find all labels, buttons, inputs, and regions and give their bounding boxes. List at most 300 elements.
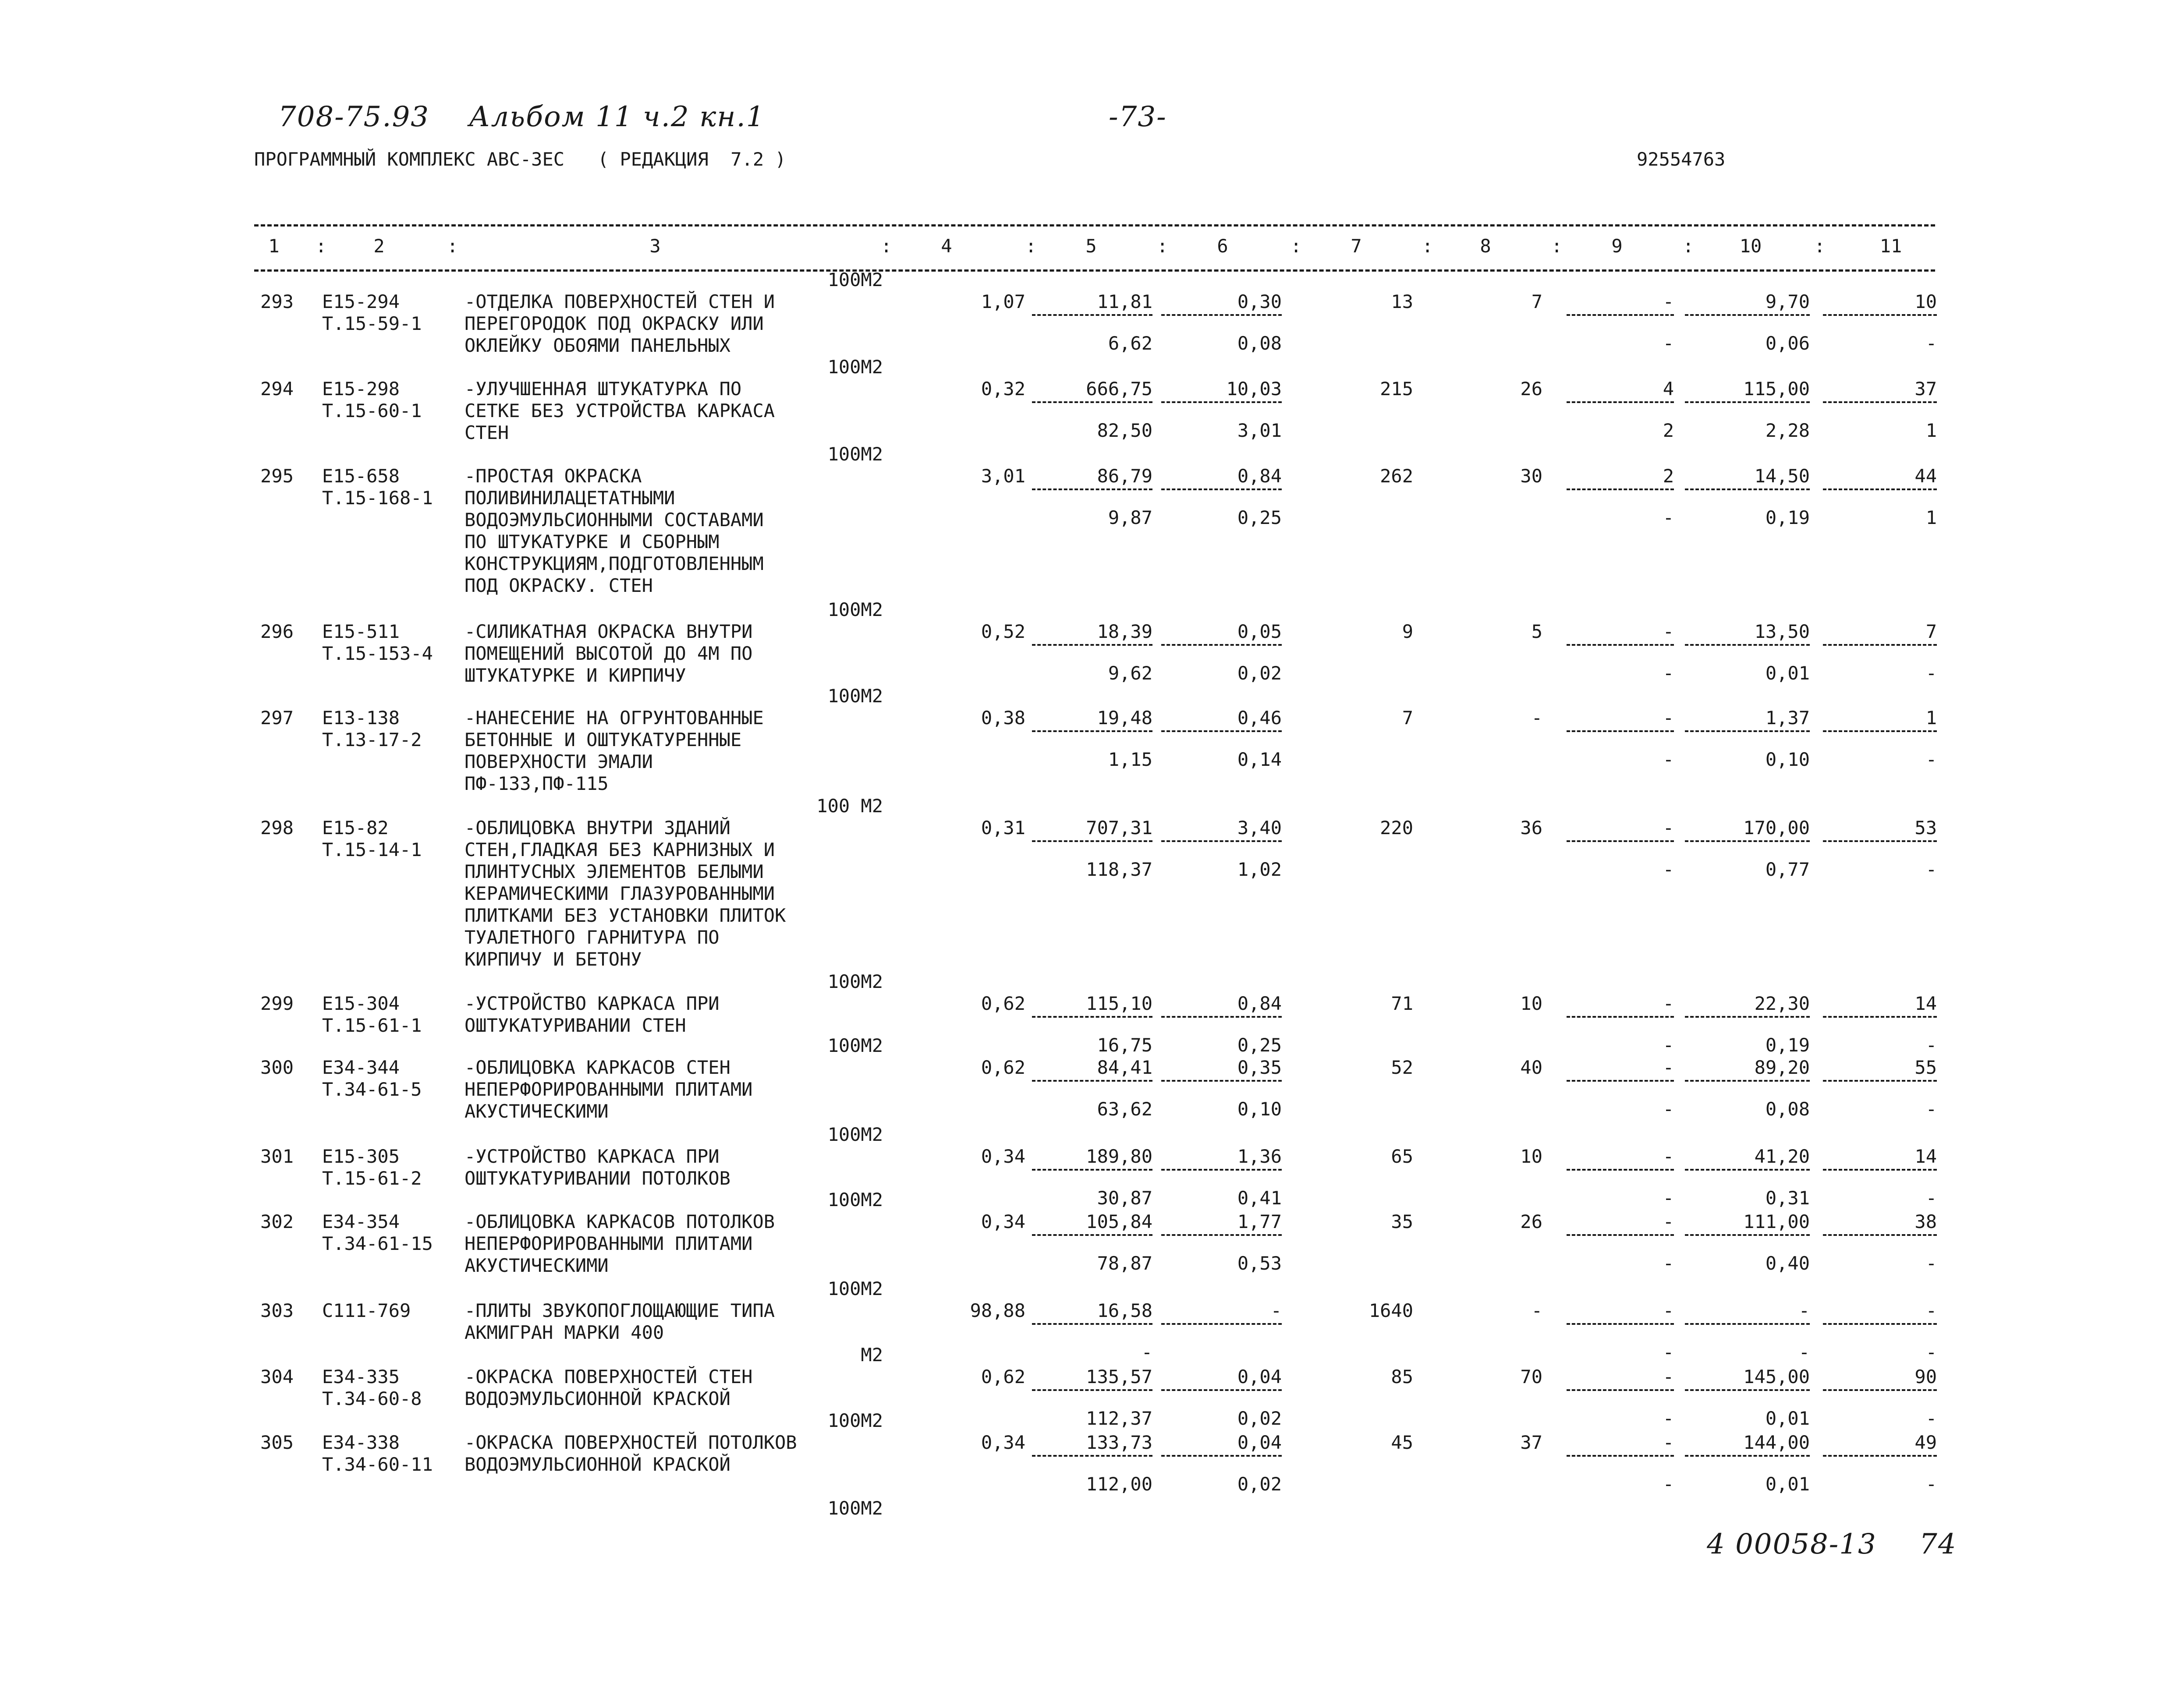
subtotal-divider <box>1685 730 1810 732</box>
cell-c11: 37 <box>1915 378 1937 400</box>
column-separator: : <box>1291 235 1302 257</box>
work-description-line: ВОДОЭМУЛЬСИОННОЙ КРАСКОЙ <box>464 1388 730 1409</box>
subtotal-divider <box>1161 730 1282 732</box>
subtotal-divider <box>1161 1169 1282 1171</box>
cell-c6b: 0,10 <box>1237 1098 1282 1120</box>
cell-c11b: - <box>1925 1098 1937 1120</box>
subtotal-divider <box>1823 488 1937 490</box>
work-description-line: ПОД ОКРАСКУ. СТЕН <box>464 575 653 596</box>
work-description-line: -УЛУЧШЕННАЯ ШТУКАТУРКА ПО <box>464 378 742 400</box>
cell-c6: - <box>1270 1300 1282 1321</box>
column-header-2: 2 <box>373 235 385 257</box>
cell-c5b: 6,62 <box>1108 333 1152 354</box>
cell-c11b: - <box>1925 1187 1937 1209</box>
work-description-line: -ОТДЕЛКА ПОВЕРХНОСТЕЙ СТЕН И <box>464 291 775 312</box>
cell-c9b: - <box>1663 1187 1674 1209</box>
code-primary: Е15-658 <box>322 465 400 487</box>
cell-c5: 105,84 <box>1086 1211 1152 1232</box>
cell-c6: 0,04 <box>1237 1432 1282 1453</box>
cell-c7: 1640 <box>1369 1300 1413 1321</box>
work-description-line: -ОБЛИЦОВКА ВНУТРИ ЗДАНИЙ <box>464 817 730 839</box>
cell-c6: 0,46 <box>1237 707 1282 729</box>
code-secondary: Т.13-17-2 <box>322 729 422 750</box>
column-header-5: 5 <box>1085 235 1097 257</box>
cell-c9: - <box>1663 291 1674 312</box>
code-secondary: Т.34-60-8 <box>322 1388 422 1409</box>
cell-c11: 7 <box>1925 621 1937 642</box>
cell-c5b: 30,87 <box>1097 1187 1152 1209</box>
cell-c9: 2 <box>1663 465 1674 487</box>
work-description-line: ПФ-133,ПФ-115 <box>464 773 609 794</box>
cell-c5b: 82,50 <box>1097 420 1152 441</box>
cell-c8: 36 <box>1520 817 1542 839</box>
cell-c6b: 0,02 <box>1237 662 1282 684</box>
work-description-line: АКМИГРАН МАРКИ 400 <box>464 1322 664 1343</box>
cell-c10: 170,00 <box>1743 817 1810 839</box>
cell-c9b: 2 <box>1663 420 1674 441</box>
unit-label: 100М2 <box>827 1497 883 1519</box>
unit-label: 100М2 <box>827 269 883 290</box>
subtotal-divider <box>1685 1323 1810 1325</box>
cell-c7: 65 <box>1391 1146 1413 1167</box>
cell-c9: - <box>1663 707 1674 729</box>
unit-label: 100М2 <box>827 971 883 992</box>
cell-c5: 16,58 <box>1097 1300 1152 1321</box>
code-primary: Е15-511 <box>322 621 400 642</box>
cell-c5: 84,41 <box>1097 1057 1152 1078</box>
subtotal-divider <box>1567 1323 1674 1325</box>
cell-c9: - <box>1663 1211 1674 1232</box>
cell-c9: 4 <box>1663 378 1674 400</box>
column-header-10: 10 <box>1739 235 1762 257</box>
cell-c5b: 9,87 <box>1108 507 1152 528</box>
work-description-line: КОНСТРУКЦИЯМ,ПОДГОТОВЛЕННЫМ <box>464 553 764 574</box>
subtotal-divider <box>1032 840 1152 842</box>
cell-c8: 10 <box>1520 1146 1542 1167</box>
work-description-line: ШТУКАТУРКЕ И КИРПИЧУ <box>464 665 686 686</box>
column-header-9: 9 <box>1611 235 1623 257</box>
cell-c6: 10,03 <box>1226 378 1282 400</box>
column-separator: : <box>1422 235 1433 257</box>
row-number: 301 <box>260 1146 294 1167</box>
code-primary: Е15-82 <box>322 817 389 839</box>
subtotal-divider <box>1161 1016 1282 1018</box>
subtotal-divider <box>1567 840 1674 842</box>
cell-c9b: - <box>1663 1098 1674 1120</box>
unit-label: 100М2 <box>827 443 883 465</box>
subtotal-divider <box>1685 1389 1810 1391</box>
cell-c4: 0,32 <box>981 378 1025 400</box>
subtotal-divider <box>1685 488 1810 490</box>
handwritten-document-ref: 708-75.93 <box>278 101 429 133</box>
subtotal-divider <box>1567 401 1674 403</box>
cell-c11b: 1 <box>1925 420 1937 441</box>
subtotal-divider <box>1567 644 1674 646</box>
work-description-line: НЕПЕРФОРИРОВАННЫМИ ПЛИТАМИ <box>464 1233 753 1254</box>
subtotal-divider <box>1823 1455 1937 1457</box>
cell-c9b: - <box>1663 1473 1674 1495</box>
cell-c11b: - <box>1925 749 1937 770</box>
cell-c10: 144,00 <box>1743 1432 1810 1453</box>
code-primary: Е34-335 <box>322 1366 400 1387</box>
code-secondary: Т.34-61-5 <box>322 1079 422 1100</box>
subtotal-divider <box>1685 401 1810 403</box>
cell-c6b: 0,25 <box>1237 1034 1282 1056</box>
code-primary: Е15-298 <box>322 378 400 400</box>
cell-c5: 86,79 <box>1097 465 1152 487</box>
cell-c7: 7 <box>1402 707 1413 729</box>
cell-c10b: 0,01 <box>1765 662 1810 684</box>
cell-c10: 41,20 <box>1754 1146 1810 1167</box>
work-description-line: ПЕРЕГОРОДОК ПОД ОКРАСКУ ИЛИ <box>464 313 764 334</box>
code-secondary: Т.15-61-2 <box>322 1168 422 1189</box>
column-separator: : <box>1551 235 1563 257</box>
cell-c7: 220 <box>1380 817 1413 839</box>
column-separator: : <box>1025 235 1037 257</box>
cell-c8: 30 <box>1520 465 1542 487</box>
work-description-line: -ПРОСТАЯ ОКРАСКА <box>464 465 642 487</box>
work-description-line: -УСТРОЙСТВО КАРКАСА ПРИ <box>464 993 720 1014</box>
cell-c7: 71 <box>1391 993 1413 1014</box>
work-description-line: ТУАЛЕТНОГО ГАРНИТУРА ПО <box>464 927 720 948</box>
cell-c5b: 112,37 <box>1086 1408 1152 1429</box>
cell-c5b: 118,37 <box>1086 859 1152 880</box>
unit-label: 100М2 <box>827 599 883 620</box>
cell-c11: 49 <box>1915 1432 1937 1453</box>
cell-c4: 0,38 <box>981 707 1025 729</box>
code-primary: Е13-138 <box>322 707 400 729</box>
column-header-1: 1 <box>268 235 280 257</box>
cell-c9b: - <box>1663 749 1674 770</box>
subtotal-divider <box>1032 314 1152 316</box>
cell-c10b: 0,19 <box>1765 507 1810 528</box>
cell-c9b: - <box>1663 1341 1674 1363</box>
cell-c10: 9,70 <box>1765 291 1810 312</box>
code-secondary: Т.15-59-1 <box>322 313 422 334</box>
row-number: 304 <box>260 1366 294 1387</box>
cell-c5: 18,39 <box>1097 621 1152 642</box>
cell-c9b: - <box>1663 507 1674 528</box>
work-description-line: ВОДОЭМУЛЬСИОННЫМИ СОСТАВАМИ <box>464 509 764 531</box>
cell-c9: - <box>1663 621 1674 642</box>
cell-c6b: 0,14 <box>1237 749 1282 770</box>
cell-c6: 3,40 <box>1237 817 1282 839</box>
work-description-line: СТЕН,ГЛАДКАЯ БЕЗ КАРНИЗНЫХ И <box>464 839 775 860</box>
subtotal-divider <box>1823 1323 1937 1325</box>
cell-c5b: - <box>1141 1341 1152 1363</box>
cell-c8: 37 <box>1520 1432 1542 1453</box>
column-separator: : <box>316 235 327 257</box>
cell-c11b: - <box>1925 1341 1937 1363</box>
cell-c11b: - <box>1925 662 1937 684</box>
cell-c5: 707,31 <box>1086 817 1152 839</box>
cell-c8: 10 <box>1520 993 1542 1014</box>
cell-c10: 22,30 <box>1754 993 1810 1014</box>
subtotal-divider <box>1032 1016 1152 1018</box>
cell-c5b: 63,62 <box>1097 1098 1152 1120</box>
cell-c4: 3,01 <box>981 465 1025 487</box>
subtotal-divider <box>1567 314 1674 316</box>
subtotal-divider <box>1823 1234 1937 1236</box>
cell-c5: 19,48 <box>1097 707 1152 729</box>
cell-c11b: - <box>1925 1473 1937 1495</box>
code-secondary: Т.15-60-1 <box>322 400 422 421</box>
cell-c8: 26 <box>1520 378 1542 400</box>
work-description-line: СТЕН <box>464 422 509 443</box>
cell-c6: 1,77 <box>1237 1211 1282 1232</box>
code-secondary: Т.15-168-1 <box>322 487 433 509</box>
unit-label: 100М2 <box>827 1189 883 1210</box>
work-description-line: ВОДОЭМУЛЬСИОННОЙ КРАСКОЙ <box>464 1454 730 1475</box>
cell-c4: 0,31 <box>981 817 1025 839</box>
work-description-line: БЕТОННЫЕ И ОШТУКАТУРЕННЫЕ <box>464 729 742 750</box>
cell-c7: 35 <box>1391 1211 1413 1232</box>
cell-c5: 133,73 <box>1086 1432 1152 1453</box>
cell-c10: 111,00 <box>1743 1211 1810 1232</box>
work-description-line: НЕПЕРФОРИРОВАННЫМИ ПЛИТАМИ <box>464 1079 753 1100</box>
cell-c6b: 0,41 <box>1237 1187 1282 1209</box>
cell-c5b: 112,00 <box>1086 1473 1152 1495</box>
row-number: 297 <box>260 707 294 729</box>
work-description-line: КИРПИЧУ И БЕТОНУ <box>464 948 642 970</box>
subtotal-divider <box>1567 1169 1674 1171</box>
cell-c9b: - <box>1663 1034 1674 1056</box>
cell-c10b: 0,77 <box>1765 859 1810 880</box>
cell-c10: 13,50 <box>1754 621 1810 642</box>
cell-c9b: - <box>1663 333 1674 354</box>
cell-c11: 90 <box>1915 1366 1937 1387</box>
cell-c6: 0,30 <box>1237 291 1282 312</box>
work-description-line: ПОМЕЩЕНИЙ ВЫСОТОЙ ДО 4М ПО <box>464 643 753 664</box>
cell-c6b: 3,01 <box>1237 420 1282 441</box>
row-number: 296 <box>260 621 294 642</box>
code-primary: Е34-344 <box>322 1057 400 1078</box>
cell-c8: - <box>1531 707 1542 729</box>
subtotal-divider <box>1685 1080 1810 1082</box>
code-primary: Е34-354 <box>322 1211 400 1232</box>
subtotal-divider <box>1685 840 1810 842</box>
work-description-line: ОКЛЕЙКУ ОБОЯМИ ПАНЕЛЬНЫХ <box>464 335 730 356</box>
subtotal-divider <box>1823 730 1937 732</box>
cell-c7: 13 <box>1391 291 1413 312</box>
code-secondary: Т.15-14-1 <box>322 839 422 860</box>
cell-c4: 98,88 <box>970 1300 1025 1321</box>
cell-c11b: - <box>1925 333 1937 354</box>
subtotal-divider <box>1685 1455 1810 1457</box>
column-header-7: 7 <box>1351 235 1362 257</box>
cell-c5: 115,10 <box>1086 993 1152 1014</box>
handwritten-footer-page: 74 <box>1919 1528 1957 1561</box>
cell-c5b: 78,87 <box>1097 1253 1152 1274</box>
cell-c5: 135,57 <box>1086 1366 1152 1387</box>
cell-c9: - <box>1663 1146 1674 1167</box>
cell-c10: 89,20 <box>1754 1057 1810 1078</box>
work-description-line: -ОКРАСКА ПОВЕРХНОСТЕЙ ПОТОЛКОВ <box>464 1432 797 1453</box>
code-secondary: Т.34-60-11 <box>322 1454 433 1475</box>
unit-label: 100М2 <box>827 1278 883 1299</box>
subtotal-divider <box>1685 1169 1810 1171</box>
cell-c5: 189,80 <box>1086 1146 1152 1167</box>
work-description-line: -ПЛИТЫ ЗВУКОПОГЛОЩАЮЩИЕ ТИПА <box>464 1300 775 1321</box>
cell-c4: 1,07 <box>981 291 1025 312</box>
subtotal-divider <box>1032 1389 1152 1391</box>
subtotal-divider <box>1032 730 1152 732</box>
work-description-line: -ОБЛИЦОВКА КАРКАСОВ СТЕН <box>464 1057 730 1078</box>
subtotal-divider <box>1823 840 1937 842</box>
subtotal-divider <box>1032 401 1152 403</box>
cell-c4: 0,52 <box>981 621 1025 642</box>
subtotal-divider <box>1161 1389 1282 1391</box>
unit-label: 100М2 <box>827 1124 883 1145</box>
cell-c6: 0,05 <box>1237 621 1282 642</box>
work-description-line: -СИЛИКАТНАЯ ОКРАСКА ВНУТРИ <box>464 621 753 642</box>
cell-c6b: 0,02 <box>1237 1408 1282 1429</box>
cell-c11b: - <box>1925 859 1937 880</box>
cell-c10b: 0,31 <box>1765 1187 1810 1209</box>
subtotal-divider <box>1161 488 1282 490</box>
code-primary: Е15-294 <box>322 291 400 312</box>
cell-c4: 0,62 <box>981 993 1025 1014</box>
cell-c7: 215 <box>1380 378 1413 400</box>
work-description-line: -УСТРОЙСТВО КАРКАСА ПРИ <box>464 1146 720 1167</box>
unit-label: 100М2 <box>827 356 883 378</box>
subtotal-divider <box>1823 314 1937 316</box>
subtotal-divider <box>1032 1455 1152 1457</box>
cell-c10: 145,00 <box>1743 1366 1810 1387</box>
subtotal-divider <box>1823 1016 1937 1018</box>
column-separator: : <box>881 235 892 257</box>
cell-c11b: 1 <box>1925 507 1937 528</box>
row-number: 293 <box>260 291 294 312</box>
row-number: 303 <box>260 1300 294 1321</box>
subtotal-divider <box>1685 314 1810 316</box>
cell-c6: 1,36 <box>1237 1146 1282 1167</box>
cell-c11: 10 <box>1915 291 1937 312</box>
cell-c9b: - <box>1663 1408 1674 1429</box>
row-number: 294 <box>260 378 294 400</box>
subtotal-divider <box>1032 1323 1152 1325</box>
subtotal-divider <box>1567 488 1674 490</box>
cell-c10: 1,37 <box>1765 707 1810 729</box>
subtotal-divider <box>1032 1234 1152 1236</box>
column-separator: : <box>1157 235 1168 257</box>
cell-c8: 5 <box>1531 621 1542 642</box>
cell-c7: 9 <box>1402 621 1413 642</box>
cell-c6b: 0,53 <box>1237 1253 1282 1274</box>
program-title: ПРОГРАММНЫЙ КОМПЛЕКС АВС-3ЕС ( РЕДАКЦИЯ 7.2 ) <box>254 149 786 170</box>
work-description-line: АКУСТИЧЕСКИМИ <box>464 1255 609 1276</box>
cell-c10: 115,00 <box>1743 378 1810 400</box>
subtotal-divider <box>1567 1234 1674 1236</box>
work-description-line: ПО ШТУКАТУРКЕ И СБОРНЫМ <box>464 531 720 552</box>
cell-c11: 55 <box>1915 1057 1937 1078</box>
cell-c8: 7 <box>1531 291 1542 312</box>
row-number: 300 <box>260 1057 294 1078</box>
subtotal-divider <box>1567 1455 1674 1457</box>
column-header-8: 8 <box>1480 235 1491 257</box>
subtotal-divider <box>1823 401 1937 403</box>
subtotal-divider <box>1567 730 1674 732</box>
subtotal-divider <box>1685 1234 1810 1236</box>
row-number: 305 <box>260 1432 294 1453</box>
code-secondary: Т.15-61-1 <box>322 1015 422 1036</box>
cell-c10b: 2,28 <box>1765 420 1810 441</box>
work-description-line: -ОБЛИЦОВКА КАРКАСОВ ПОТОЛКОВ <box>464 1211 775 1232</box>
cell-c9b: - <box>1663 859 1674 880</box>
cell-c10b: 0,10 <box>1765 749 1810 770</box>
cell-c6: 0,84 <box>1237 465 1282 487</box>
subtotal-divider <box>1567 1389 1674 1391</box>
cell-c4: 0,34 <box>981 1211 1025 1232</box>
cell-c10b: 0,19 <box>1765 1034 1810 1056</box>
cell-c10b: 0,06 <box>1765 333 1810 354</box>
handwritten-album-ref: Альбом 11 ч.2 кн.1 <box>469 101 765 133</box>
subtotal-divider <box>1161 1455 1282 1457</box>
code-secondary: Т.15-153-4 <box>322 643 433 664</box>
cell-c11b: - <box>1925 1253 1937 1274</box>
unit-label: 100М2 <box>827 685 883 707</box>
cell-c8: 26 <box>1520 1211 1542 1232</box>
cell-c6: 0,35 <box>1237 1057 1282 1078</box>
handwritten-footer-code: 4 00058-13 <box>1707 1528 1877 1561</box>
subtotal-divider <box>1161 1323 1282 1325</box>
cell-c10b: 0,01 <box>1765 1408 1810 1429</box>
cell-c8: 70 <box>1520 1366 1542 1387</box>
code-primary: Е15-305 <box>322 1146 400 1167</box>
cell-c4: 0,62 <box>981 1366 1025 1387</box>
row-number: 298 <box>260 817 294 839</box>
subtotal-divider <box>1161 644 1282 646</box>
document-code: 92554763 <box>1637 149 1726 170</box>
cell-c10: 14,50 <box>1754 465 1810 487</box>
row-number: 302 <box>260 1211 294 1232</box>
subtotal-divider <box>1823 1080 1937 1082</box>
cell-c11: 44 <box>1915 465 1937 487</box>
subtotal-divider <box>1161 1080 1282 1082</box>
cell-c7: 85 <box>1391 1366 1413 1387</box>
code-primary: Е15-304 <box>322 993 400 1014</box>
cell-c11b: - <box>1925 1034 1937 1056</box>
work-description-line: СЕТКЕ БЕЗ УСТРОЙСТВА КАРКАСА <box>464 400 775 421</box>
subtotal-divider <box>1161 840 1282 842</box>
subtotal-divider <box>1823 644 1937 646</box>
column-header-3: 3 <box>649 235 661 257</box>
cell-c8: 40 <box>1520 1057 1542 1078</box>
table-top-rule <box>254 224 1935 226</box>
column-header-6: 6 <box>1217 235 1228 257</box>
subtotal-divider <box>1823 1169 1937 1171</box>
cell-c5b: 1,15 <box>1108 749 1152 770</box>
cell-c5b: 16,75 <box>1097 1034 1152 1056</box>
cell-c9: - <box>1663 1366 1674 1387</box>
subtotal-divider <box>1567 1080 1674 1082</box>
cell-c10b: 0,40 <box>1765 1253 1810 1274</box>
subtotal-divider <box>1823 1389 1937 1391</box>
cell-c7: 52 <box>1391 1057 1413 1078</box>
column-header-4: 4 <box>941 235 952 257</box>
work-description-line: ПЛИНТУСНЫХ ЭЛЕМЕНТОВ БЕЛЫМИ <box>464 861 764 882</box>
subtotal-divider <box>1032 488 1152 490</box>
subtotal-divider <box>1032 1080 1152 1082</box>
cell-c11b: - <box>1925 1408 1937 1429</box>
column-separator: : <box>447 235 458 257</box>
cell-c6b: 1,02 <box>1237 859 1282 880</box>
cell-c10b: 0,01 <box>1765 1473 1810 1495</box>
work-description-line: ПОЛИВИНИЛАЦЕТАТНЫМИ <box>464 487 675 509</box>
work-description-line: ОШТУКАТУРИВАНИИ СТЕН <box>464 1015 686 1036</box>
cell-c7: 262 <box>1380 465 1413 487</box>
cell-c6b: 0,25 <box>1237 507 1282 528</box>
